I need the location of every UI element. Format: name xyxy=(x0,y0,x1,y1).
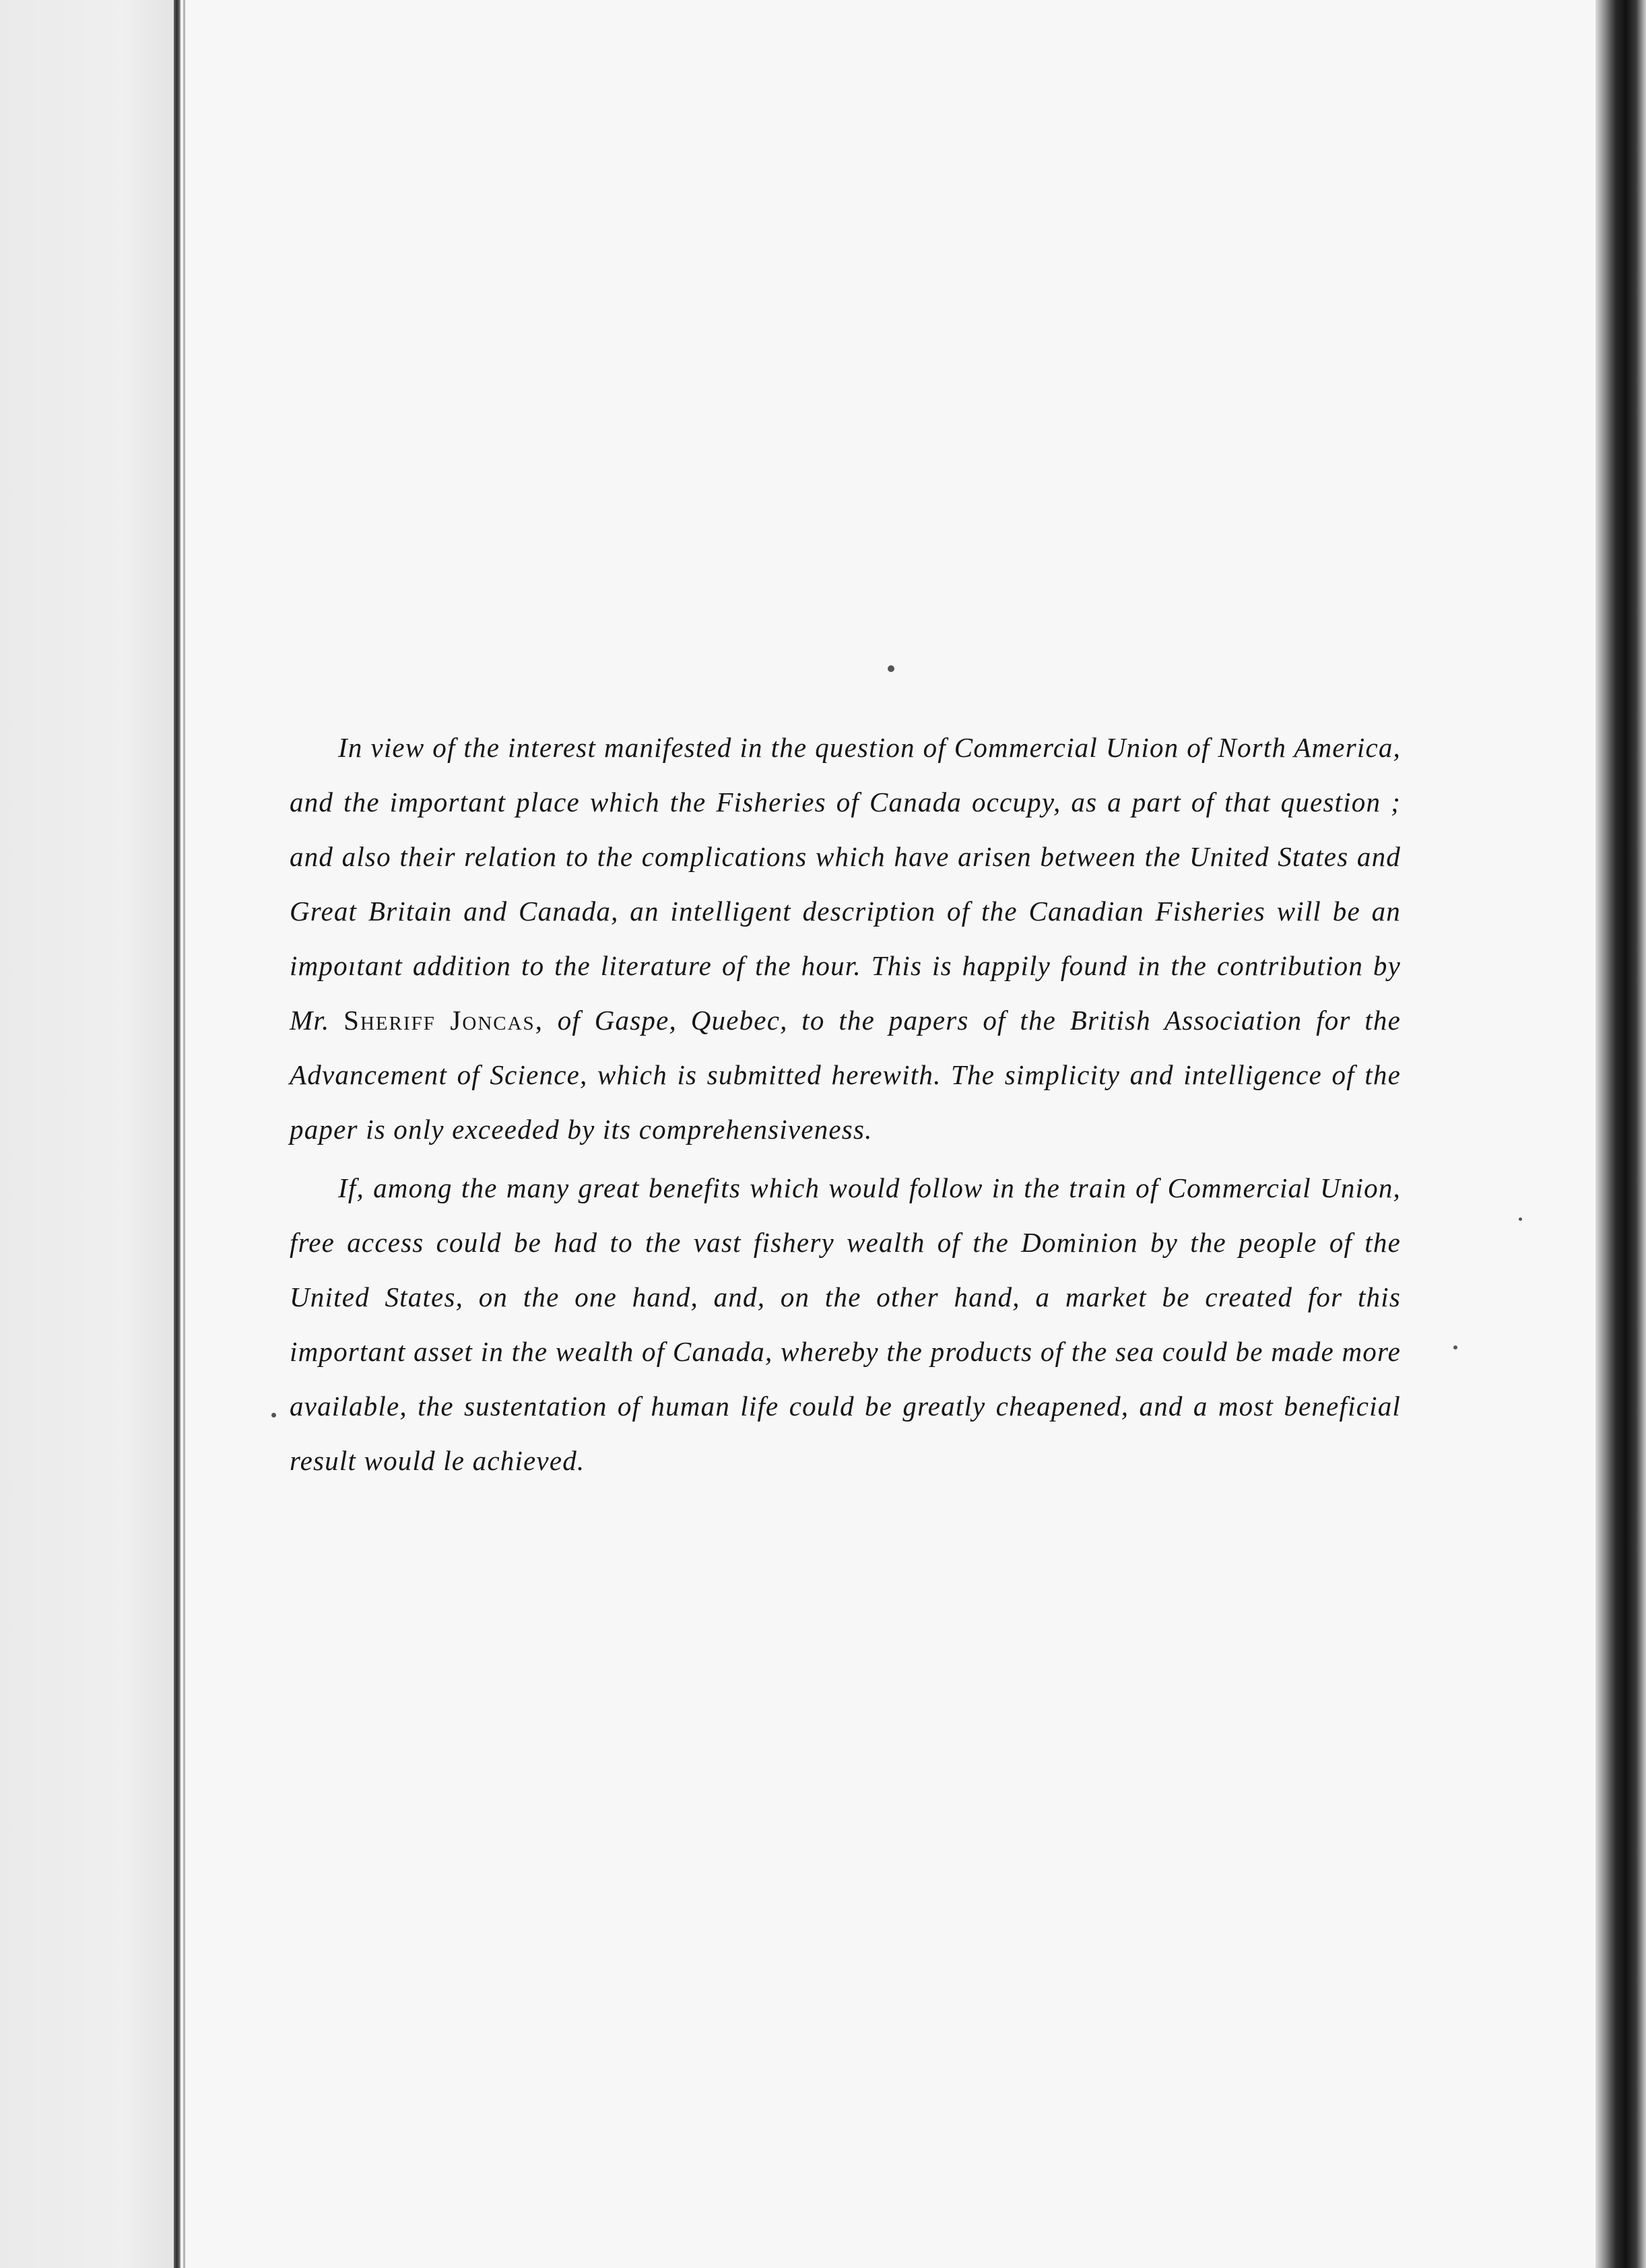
ink-speck xyxy=(1453,1345,1457,1349)
author-name: Sheriff Joncas, xyxy=(343,1005,544,1036)
paragraph-commercial-union: If, among the many great benefits which would follow in the train of Commercial Union, free access could be had to the vast fishery wealth of the Dominion by the people of the United States, on the one hand, and, on the other hand, a market be created for this important asset in the wealth of Canada, whereby the products of the sea could be made more available, the sustentation of human life could be greatly cheapened, and a most beneficial result would le achieved. xyxy=(290,1172,1401,1476)
ink-speck xyxy=(271,1413,276,1418)
document-body xyxy=(290,721,1401,1488)
paragraph-intro xyxy=(290,721,1401,1157)
ink-speck xyxy=(1519,1218,1522,1221)
page-gutter xyxy=(174,0,180,2268)
paragraph-intro-text-before: In view of the interest manifested in the question of Commercial Union of North America, and the important place which the Fisheries of Canada occupy, as a part of that question ; and also their relation to the complications which have arisen between the United States and Great Britain and Canada, an intelligent description of the Canadian Fisheries will be an impoıtant addition to the literature of the hour. This is happily found in the contribution by Mr. xyxy=(290,732,1401,1036)
paragraph-intro-text-after: of Gaspe, Quebec, to the papers of the British Association for the Advancement of Science, which is submitted herewith. The simplicity and intelligence of the paper is only exceeded by its comprehensiveness. xyxy=(290,1005,1401,1145)
ink-speck xyxy=(888,665,894,672)
left-margin xyxy=(0,0,176,2268)
right-page-edge xyxy=(1595,0,1646,2268)
